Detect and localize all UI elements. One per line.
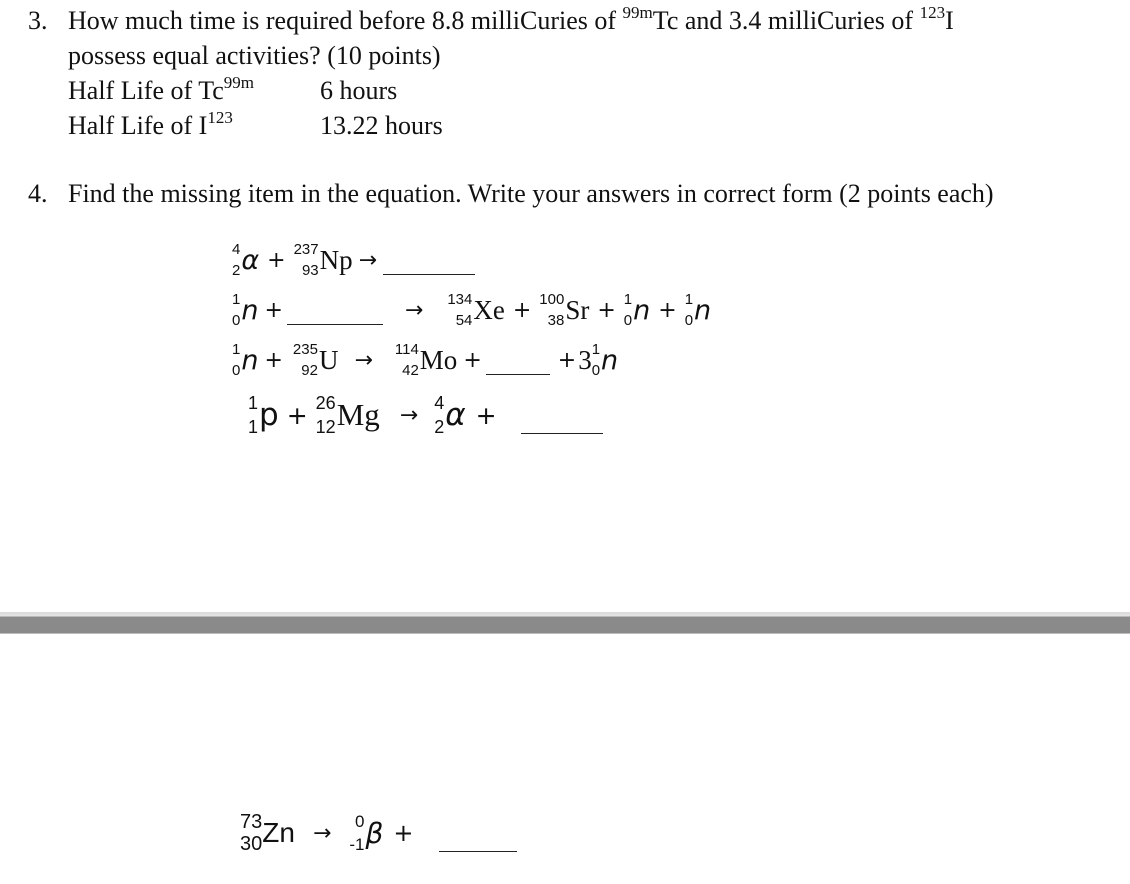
plus-sign: + — [597, 297, 616, 323]
arrow-icon: → — [354, 347, 373, 373]
equation-4 — [248, 390, 603, 440]
half-life-i-sup: 123 — [207, 108, 233, 127]
plus-sign: + — [264, 347, 283, 373]
half-life-i-text: Half Life of I — [68, 111, 208, 140]
answer-blank-3[interactable] — [486, 352, 550, 375]
answer-blank-5[interactable] — [439, 829, 517, 852]
plus-sign: + — [557, 347, 577, 373]
arrow-icon: → — [312, 820, 332, 846]
equation-1 — [232, 240, 475, 280]
beta-particle: 0 -1 β — [349, 812, 384, 854]
q4-number: 4. — [28, 179, 48, 208]
neutron-nuclide: 1 0 n — [232, 341, 259, 379]
tc-mass-number: 99m — [622, 3, 653, 22]
equation-5 — [240, 808, 517, 858]
plus-sign: + — [512, 297, 532, 323]
uranium-nuclide: 235 92 U — [292, 341, 339, 379]
plus-sign: + — [286, 400, 308, 430]
half-life-tc-sup: 99m — [223, 73, 255, 92]
plus-sign: + — [463, 347, 482, 373]
strontium-nuclide: 100 38 Sr — [539, 291, 590, 329]
iodine-symbol: I — [945, 6, 954, 35]
neutron-nuclide: 1 0 n — [232, 291, 259, 329]
answer-blank-2[interactable] — [287, 302, 383, 325]
plus-sign: + — [267, 247, 286, 273]
half-life-tc-text: Half Life of Tc — [68, 76, 224, 105]
arrow-icon: → — [399, 402, 419, 428]
alpha-nuclide: 4 2 α — [434, 393, 466, 437]
q3-text-part2: Tc and 3.4 milliCuries of — [652, 6, 920, 35]
equation-2 — [232, 290, 711, 330]
page-break-divider — [0, 612, 1130, 634]
q3-number: 3. — [28, 6, 48, 35]
equation-3 — [232, 340, 618, 380]
answer-blank-1[interactable] — [383, 252, 475, 275]
q3-line2: possess equal activities? (10 points) — [68, 41, 441, 70]
plus-sign: + — [393, 819, 414, 847]
plus-sign: + — [658, 297, 677, 323]
half-life-i-label — [68, 108, 233, 144]
neptunium-nuclide: 237 93 Np — [293, 241, 353, 279]
neutron-nuclide: 1 0 n — [684, 291, 712, 329]
alpha-nuclide: 4 2 α — [232, 241, 260, 279]
answer-blank-4[interactable] — [521, 411, 603, 434]
neutron-nuclide: 1 0 n — [623, 291, 651, 329]
q3-line1 — [68, 3, 954, 39]
molybdenum-nuclide: 114 42 Mo — [394, 341, 458, 379]
half-life-tc-label — [68, 73, 255, 109]
plus-sign: + — [264, 297, 283, 323]
q4-text: Find the missing item in the equation. Write your answers in correct form (2 points each) — [68, 179, 994, 208]
magnesium-nuclide: 26 12 Mg — [315, 393, 380, 437]
proton-nuclide: 1 1 p — [248, 393, 279, 437]
arrow-icon: → — [358, 247, 378, 273]
arrow-icon: → — [404, 297, 424, 323]
neutron-nuclide: 1 0 n — [591, 341, 619, 379]
xenon-nuclide: 134 54 Xe — [447, 291, 505, 329]
plus-sign: + — [475, 400, 497, 430]
half-life-tc-value: 6 hours — [320, 76, 398, 105]
neutron-coefficient: 3 — [578, 344, 592, 375]
i-mass-number: 123 — [919, 3, 946, 22]
q3-text-part1: How much time is required before 8.8 milliCuries of — [68, 6, 623, 35]
zinc-nuclide: 73 30 Zn — [240, 811, 295, 855]
half-life-i-value: 13.22 hours — [320, 111, 443, 140]
